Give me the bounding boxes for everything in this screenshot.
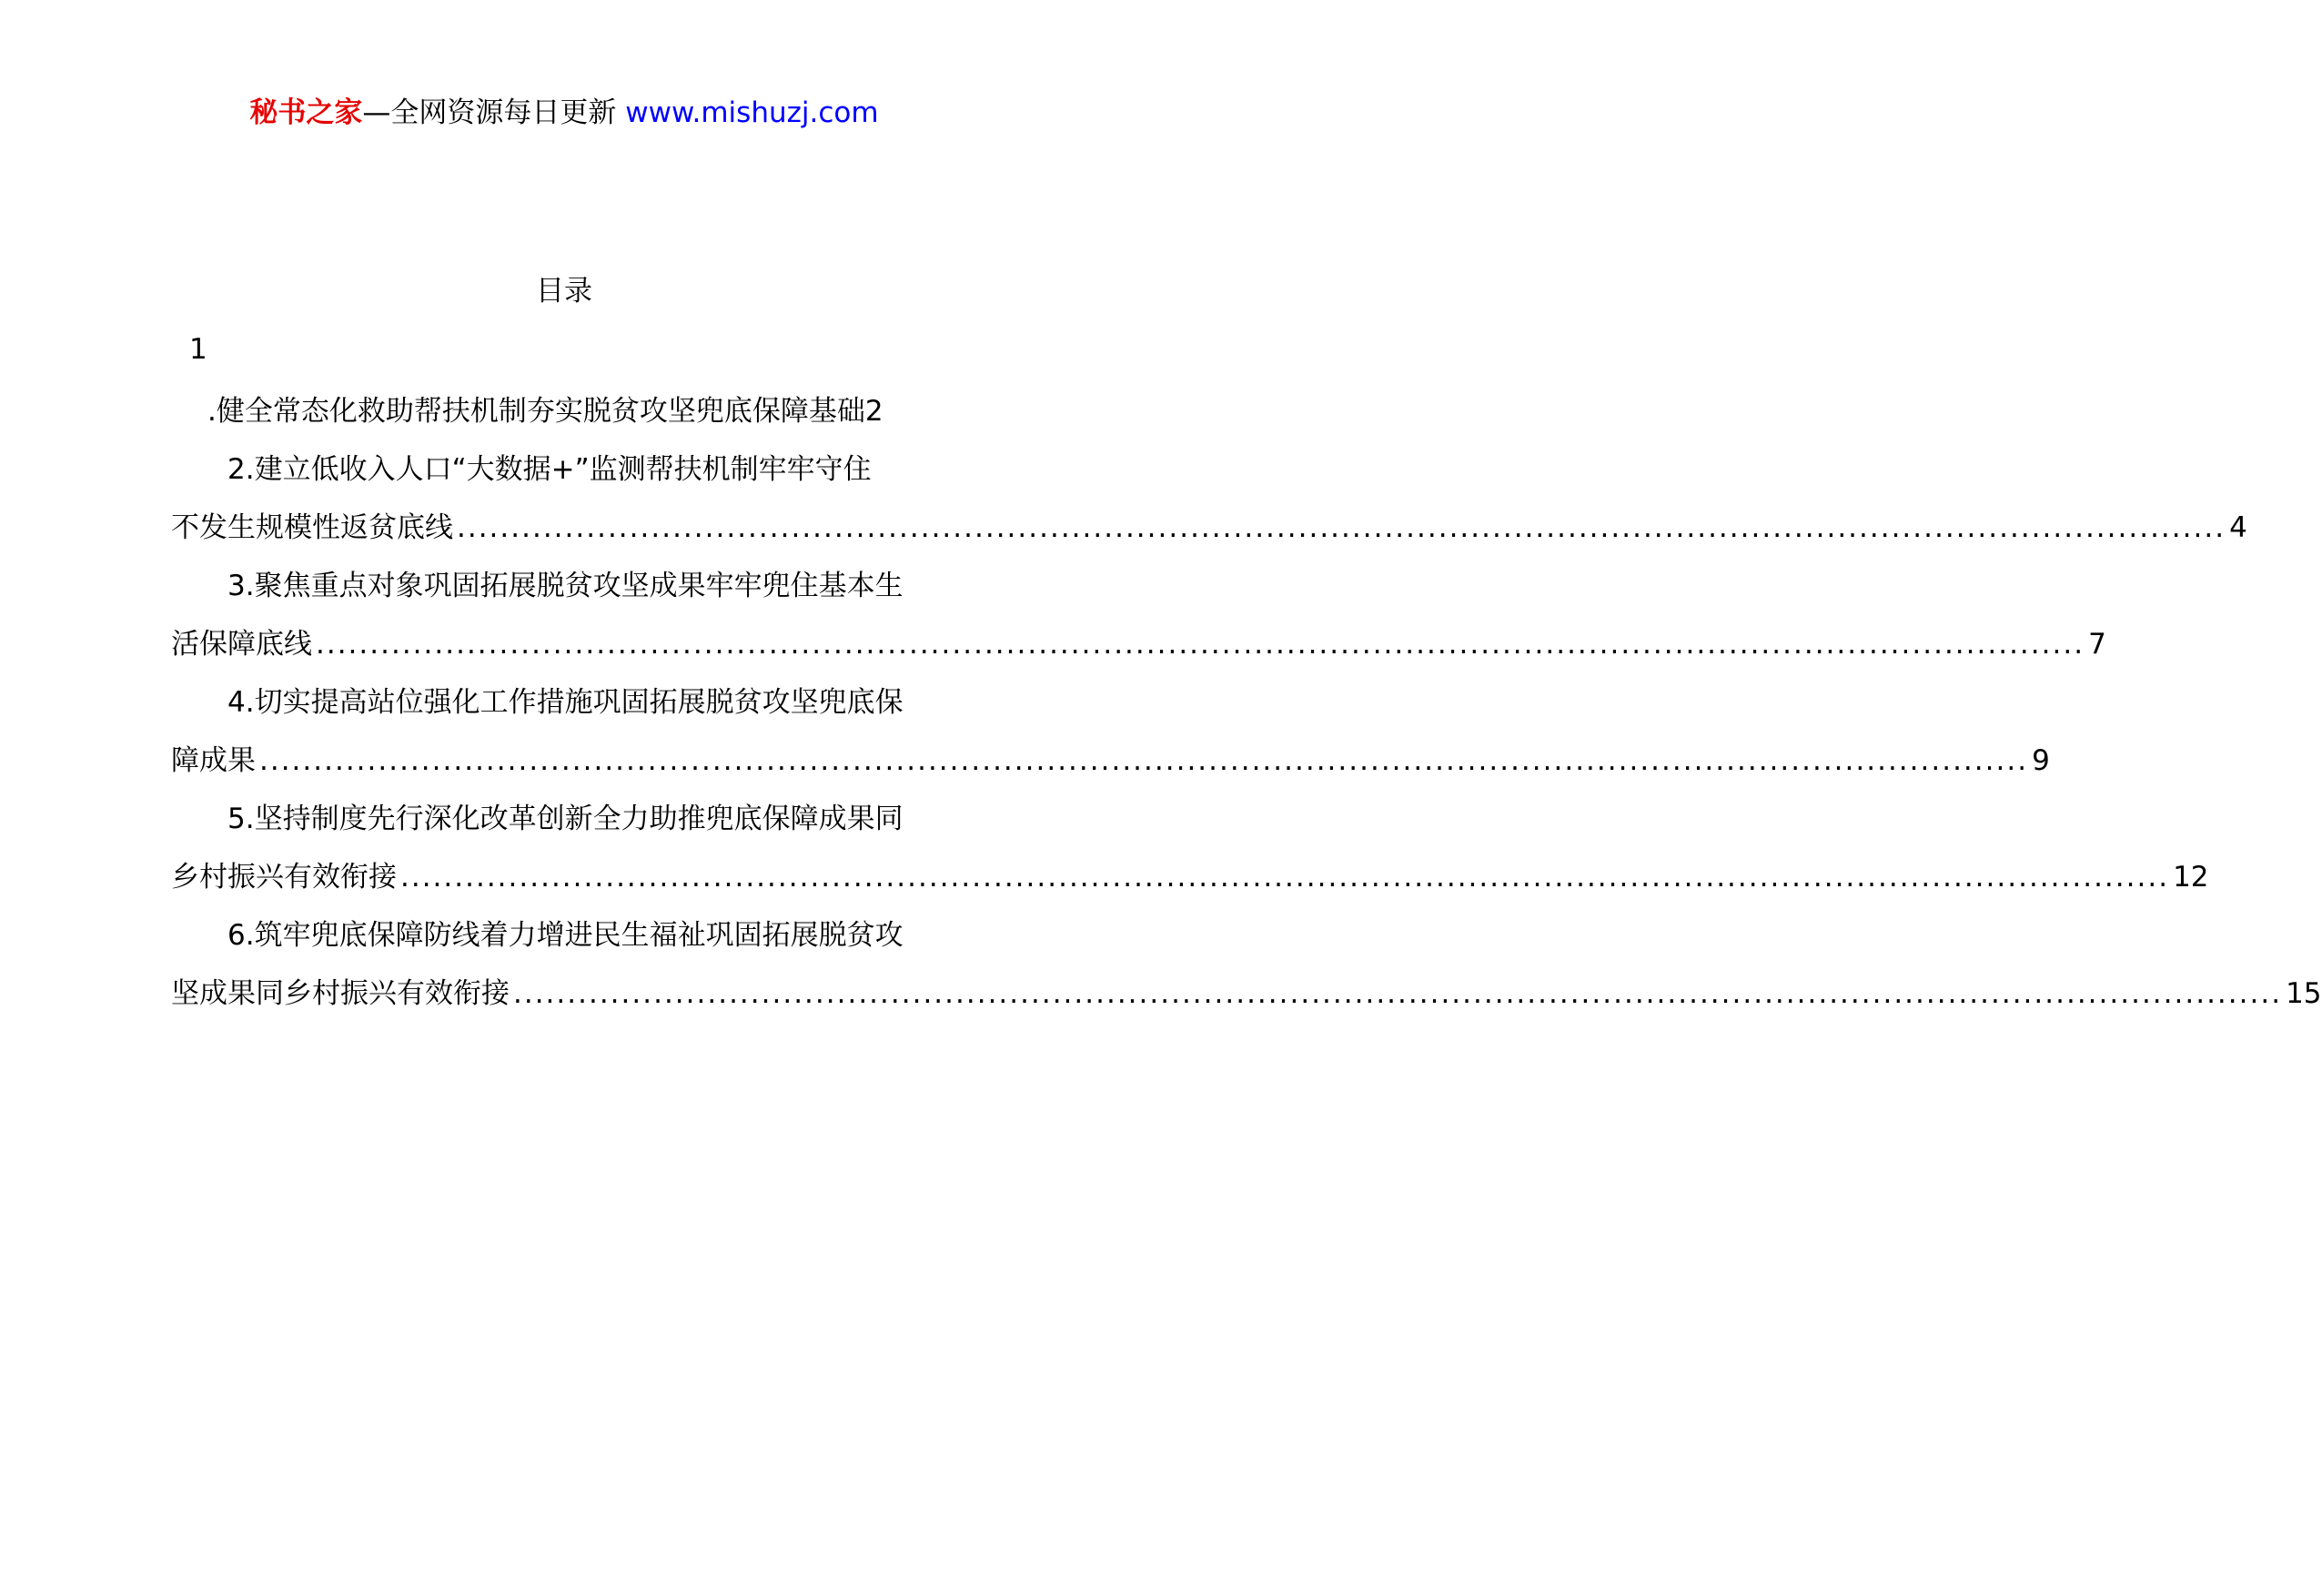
toc-entry-1[interactable] — [171, 382, 959, 440]
toc-entry-title-continued: 障成果 — [171, 744, 256, 777]
toc-dot-leader: .................................................................................................................................................................... — [259, 744, 2029, 777]
brand-name: 秘书之家 — [249, 96, 363, 129]
toc-entry-title: 6.筑牢兜底保障防线着力增进民生福祉巩固拓展脱贫攻 — [227, 919, 904, 952]
toc-entry-2[interactable] — [171, 440, 2247, 557]
toc-entry-title-continued: 活保障底线 — [171, 628, 312, 661]
toc-title: 目录 — [536, 275, 592, 308]
toc-entry-5[interactable] — [171, 790, 2209, 906]
toc-entry-title-continued: 坚成果同乡村振兴有效衔接 — [171, 977, 510, 1010]
toc-item-number: 1 — [189, 333, 207, 366]
toc-entry-title: 4.切实提高站位强化工作措施巩固拓展脱贫攻坚兜底保 — [227, 686, 904, 719]
document-header — [0, 91, 1128, 135]
toc-dot-leader: .................................................................................................................................................................... — [400, 861, 2170, 894]
toc-entry-title-continued: 不发生规模性返贫底线 — [171, 511, 453, 544]
toc-page-number: 12 — [2173, 861, 2209, 894]
toc-page-number: 15 — [2286, 977, 2322, 1010]
toc-entry-6[interactable] — [171, 906, 2322, 1023]
toc-page-number: 9 — [2032, 744, 2050, 777]
toc-entry-title-continued: 乡村振兴有效衔接 — [171, 861, 397, 894]
toc-dot-leader: .................................................................................................................................................................... — [316, 628, 2085, 661]
toc-entry-4[interactable] — [171, 673, 2050, 790]
toc-page-number: 7 — [2088, 628, 2106, 661]
toc-entry-title: 3.聚焦重点对象巩固拓展脱贫攻坚成果牢牢兜住基本生 — [227, 570, 904, 602]
toc-entry-title: 2.建立低收入人口“大数据+”监测帮扶机制牢牢守住 — [227, 453, 872, 486]
website-link[interactable]: www.mishuzj.com — [625, 96, 879, 129]
toc-entry-title: .健全常态化救助帮扶机制夯实脱贫攻坚兜底保障基础 — [207, 395, 865, 428]
toc-dot-leader: .................................................................................................................................................................... — [513, 977, 2283, 1010]
toc-entry-3[interactable] — [171, 557, 2106, 673]
toc-dot-leader: .................................................................................................................................................................... — [457, 511, 2226, 544]
header-tagline: —全网资源每日更新 — [362, 96, 617, 129]
toc-page-number: 2 — [864, 395, 883, 428]
toc-entry-title: 5.坚持制度先行深化改革创新全力助推兜底保障成果同 — [227, 803, 904, 835]
toc-page-number: 4 — [2229, 511, 2247, 544]
table-of-contents — [171, 382, 2322, 1023]
